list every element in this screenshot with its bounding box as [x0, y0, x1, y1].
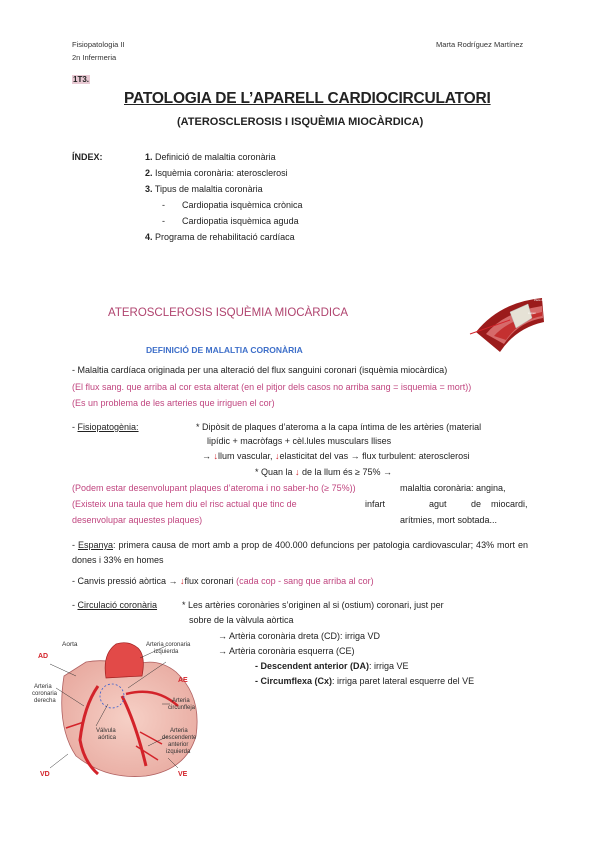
- pink-note-3: desenvolupar aquestes plaques): [72, 515, 203, 525]
- label-aorta: Aorta: [62, 641, 78, 648]
- header-subject: Fisiopatologia II: [72, 40, 125, 49]
- text: - Descendent anterior (DA): [255, 661, 370, 671]
- circ-line-5: [255, 661, 409, 671]
- index-text: Isquèmia coronària: aterosclerosi: [152, 168, 288, 178]
- subsection-title: DEFINICIÓ DE MALALTIA CORONÀRIA: [146, 345, 303, 355]
- header-author: Marta Rodríguez Martínez: [436, 40, 524, 49]
- malaltia-word-infart: infart: [365, 499, 386, 509]
- index-dash: -: [162, 216, 165, 226]
- label-circ-2: circunfleja: [168, 705, 196, 711]
- down-arrow-icon: ↓: [213, 451, 219, 461]
- definition-line: - Malaltia cardíaca originada per una alteració del flux sanguini coronari (isquèmia miocàrdica): [72, 365, 448, 375]
- label-ad: AD: [38, 653, 49, 660]
- spain-text: : primera causa de mort amb a prop de 400.000 defuncions per patologia cardiovascular; 43% mort en dones i 33% en homes: [72, 540, 528, 565]
- header-course: 2n Infermeria: [72, 53, 117, 62]
- label-vd: VD: [40, 771, 50, 778]
- text: flux coronari: [184, 576, 237, 586]
- circ-label: - Circulació coronària: [72, 600, 158, 610]
- text: de la llum és ≥ 75% →: [299, 467, 393, 477]
- malaltia-word-miocardi: miocardi,: [491, 499, 528, 509]
- canvis-line: [72, 576, 374, 586]
- index-item-2[interactable]: [145, 168, 288, 178]
- pink-note-2: (Existeix una taula que hem diu el risc actual que tinc de: [72, 499, 297, 509]
- label-ada-3: anterior: [168, 742, 189, 748]
- circ-line-4: → Artèria coronària esquerra (CE): [218, 646, 355, 656]
- fisio-line-3: [202, 451, 470, 461]
- index-item-3[interactable]: [145, 184, 263, 194]
- index-num: 1.: [145, 152, 153, 162]
- label-acd-3: derecha: [34, 698, 56, 704]
- down-arrow-icon: ↓: [180, 576, 185, 586]
- topic-tag: 1T3.: [73, 75, 90, 84]
- index-text: Definició de malaltia coronària: [152, 152, 276, 162]
- artery-label-lumen: Lumen: [528, 312, 536, 315]
- circ-line-3: → Artèria coronària dreta (CD): irriga VD: [218, 631, 381, 641]
- text: elasticitat del vas → flux turbulent: aterosclerosi: [279, 451, 470, 461]
- index-text: Programa de rehabilitació cardíaca: [152, 232, 295, 242]
- down-arrow-icon: ↓: [295, 467, 300, 477]
- index-dash: -: [162, 200, 165, 210]
- malaltia-word-de: de: [471, 499, 482, 509]
- circ-line-6: [255, 676, 474, 686]
- label-ada-2: descendente: [162, 735, 197, 741]
- label-ada-4: izquierda: [166, 749, 191, 755]
- index-num: 2.: [145, 168, 153, 178]
- spain-paragraph: - Espanya: primera causa de mort amb a prop de 400.000 defuncions per patologia cardiovascular; 43% mort en dones i 33% en homes: [72, 540, 528, 565]
- definition-note-2: (Es un problema de les arteries que irriguen el cor): [72, 398, 275, 408]
- circ-label-text: Circulació coronària: [77, 600, 158, 610]
- index-item-1[interactable]: [145, 152, 276, 162]
- malaltia-word-agut: agut: [429, 499, 447, 509]
- text: - Circumflexa (Cx): [255, 676, 333, 686]
- label-valv-2: aórtica: [98, 735, 117, 741]
- malaltia-line-1: malaltia coronària: angina,: [400, 483, 506, 493]
- index-num: 3.: [145, 184, 153, 194]
- definition-note-1: (El flux sang. que arriba al cor esta alterat (en el pitjor dels casos no arriba sang = isquemia = mort)): [72, 382, 472, 392]
- section-title: ATEROSCLEROSIS ISQUÈMIA MIOCÀRDICA: [108, 307, 349, 319]
- down-arrow-icon: ↓: [275, 451, 280, 461]
- pink-note: (cada cop - sang que arriba al cor): [236, 576, 374, 586]
- text: - Canvis pressió aòrtica →: [72, 576, 181, 586]
- label-valv-1: Válvula: [96, 728, 116, 734]
- artery-label-plaque: Placa de ateroma: [534, 299, 555, 302]
- label-ve: VE: [178, 771, 188, 778]
- text: : irriga VE: [369, 661, 409, 671]
- arrow-right: →: [202, 451, 214, 461]
- index-num: 4.: [145, 232, 153, 242]
- label-aci-1: Arteria coronaria: [146, 642, 191, 648]
- index-label: ÍNDEX:: [72, 152, 103, 162]
- page-title: PATOLOGIA DE L’APARELL CARDIOCIRCULATORI: [124, 90, 491, 107]
- index-subitem-2[interactable]: [162, 216, 299, 226]
- fisio-label-text: Fisiopatogènia:: [77, 422, 139, 432]
- malaltia-line-3: arítmies, mort sobtada...: [400, 515, 498, 525]
- circ-line-1: * Les artèries coronàries s’originen al si (ostium) coronari, just per: [182, 600, 444, 610]
- index-text: Tipus de malaltia coronària: [152, 184, 263, 194]
- index-text: Cardiopatia isquèmica crònica: [182, 200, 303, 210]
- circ-line-2: sobre de la vàlvula aòrtica: [189, 615, 294, 625]
- artery-plaque-figure: [470, 292, 555, 358]
- label-acd-2: coronaria: [32, 691, 58, 697]
- fisio-line-4: [255, 467, 392, 477]
- index-text: Cardiopatia isquèmica aguda: [182, 216, 299, 226]
- heart-coronary-figure: [32, 636, 216, 782]
- fisio-label: - Fisiopatogènia:: [72, 422, 139, 432]
- index-subitem-1[interactable]: [162, 200, 303, 210]
- index-item-4[interactable]: [145, 232, 295, 242]
- spain-label: Espanya: [77, 540, 113, 550]
- fisio-line-1: * Dipòsit de plaques d’ateroma a la capa íntima de les artèries (material: [196, 422, 482, 432]
- text: * Quan la: [255, 467, 296, 477]
- label-ae: AE: [178, 677, 188, 684]
- label-aci-2: izquierda: [154, 649, 179, 655]
- label-ada-1: Arteria: [170, 728, 188, 734]
- text: : irriga paret lateral esquerre del VE: [332, 676, 475, 686]
- fisio-line-2: lipídic + macròfags + cèl.lules musculars llises: [207, 436, 392, 446]
- text: llum vascular,: [218, 451, 276, 461]
- label-circ-1: Arteria: [172, 698, 190, 704]
- pink-note-1: (Podem estar desenvolupant plaques d’ateroma i no saber-ho (≥ 75%)): [72, 483, 356, 493]
- label-acd-1: Arteria: [34, 684, 52, 690]
- page-subtitle: (ATEROSCLEROSIS I ISQUÈMIA MIOCÀRDICA): [177, 116, 424, 128]
